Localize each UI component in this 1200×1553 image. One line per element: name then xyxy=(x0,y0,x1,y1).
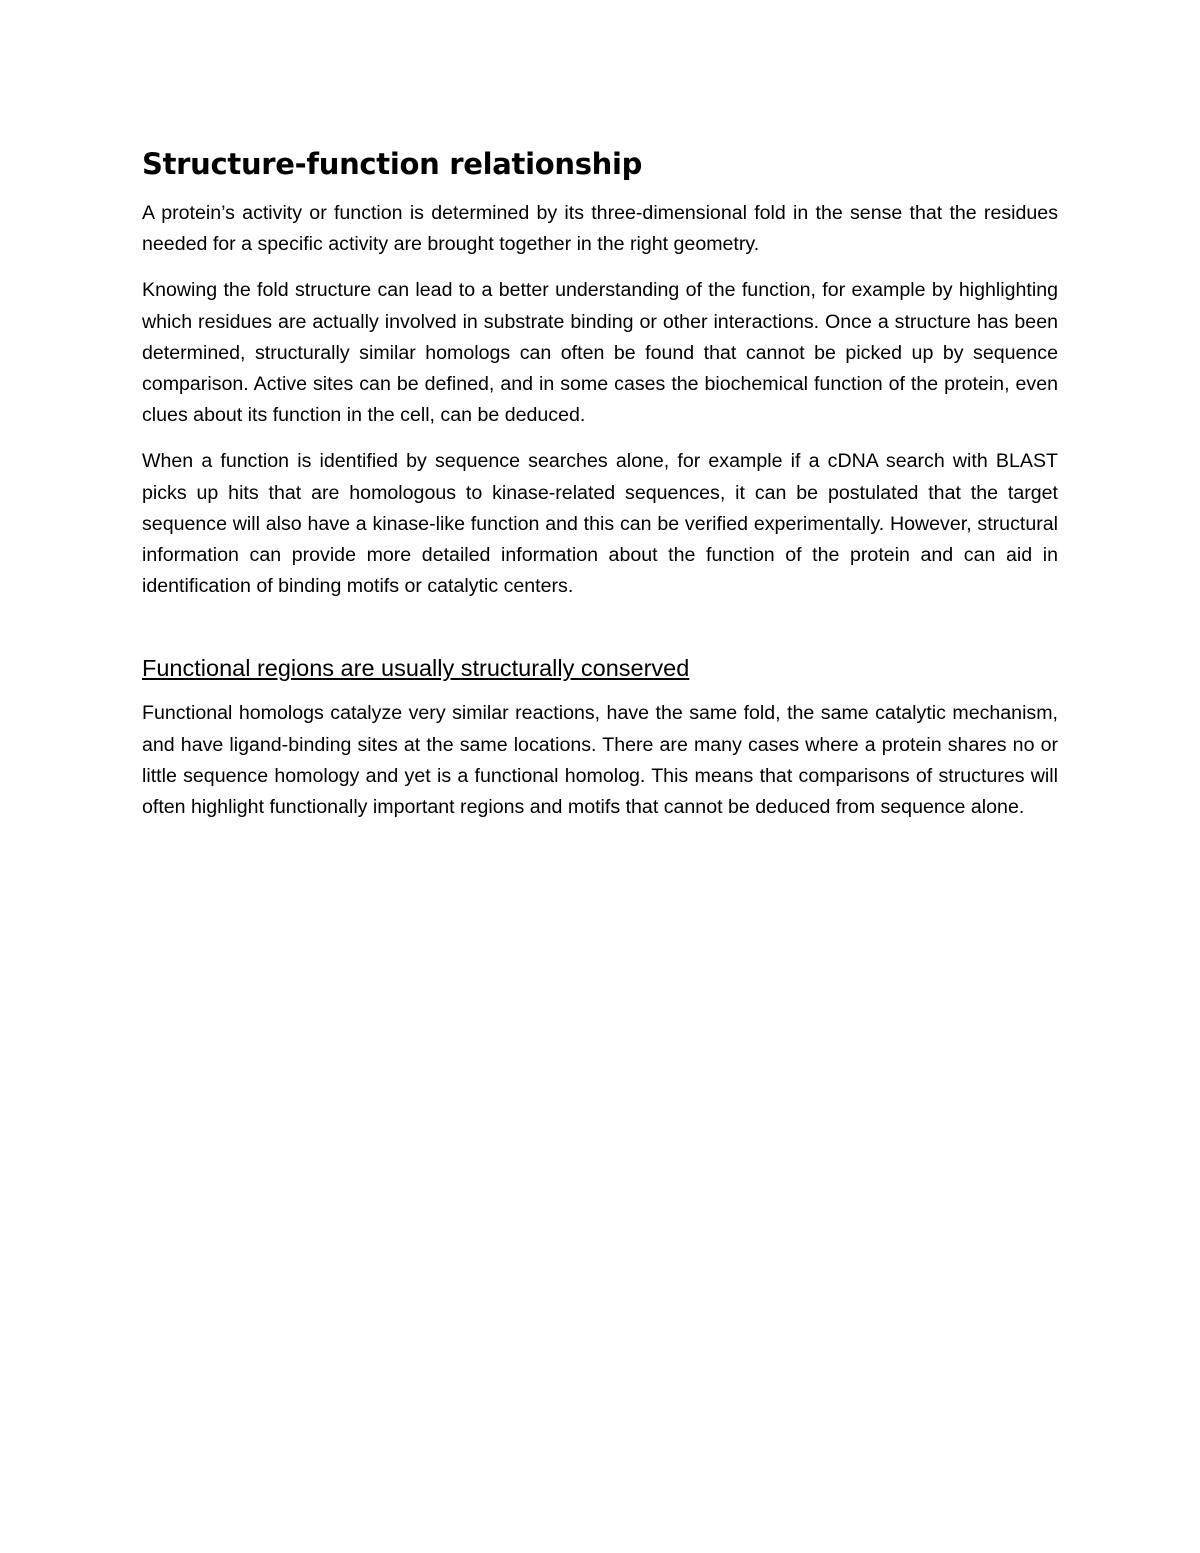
page-title: Structure-function relationship xyxy=(142,147,643,181)
paragraph-fold-structure: Knowing the fold structure can lead to a better understanding of the function, for example by highlighting which residues are actually involved in substrate binding or other interactions. Once a structure has been determined, structurally similar homologs can often be found that cannot be picked up by sequence comparison. Active sites can be defined, and in some cases the biochemical function of the protein, even clues about its function in the cell, can be deduced. xyxy=(142,279,1058,427)
paragraph-intro: A protein’s activity or function is determined by its three-dimensional fold in the sense that the residues needed for a specific activity are brought together in the right geometry. xyxy=(142,202,1058,256)
section-heading: Functional regions are usually structurally conserved xyxy=(142,655,690,682)
paragraph-functional-homologs: Functional homologs catalyze very similar reactions, have the same fold, the same catalytic mechanism, and have ligand-binding sites at the same locations. There are many cases where a protein shares no or little sequence homology and yet is a functional homolog. This means that comparisons of structures will often highlight functionally important regions and motifs that cannot be deduced from sequence alone. xyxy=(142,702,1058,819)
paragraph-sequence-searches: When a function is identified by sequence searches alone, for example if a cDNA search with BLAST picks up hits that are homologous to kinase-related sequences, it can be postulated that the target sequence will also have a kinase-like function and this can be verified experimentally. However, structural information can provide more detailed information about the function of the protein and can aid in identification of binding motifs or catalytic centers. xyxy=(142,450,1058,598)
document-body xyxy=(142,140,1058,838)
